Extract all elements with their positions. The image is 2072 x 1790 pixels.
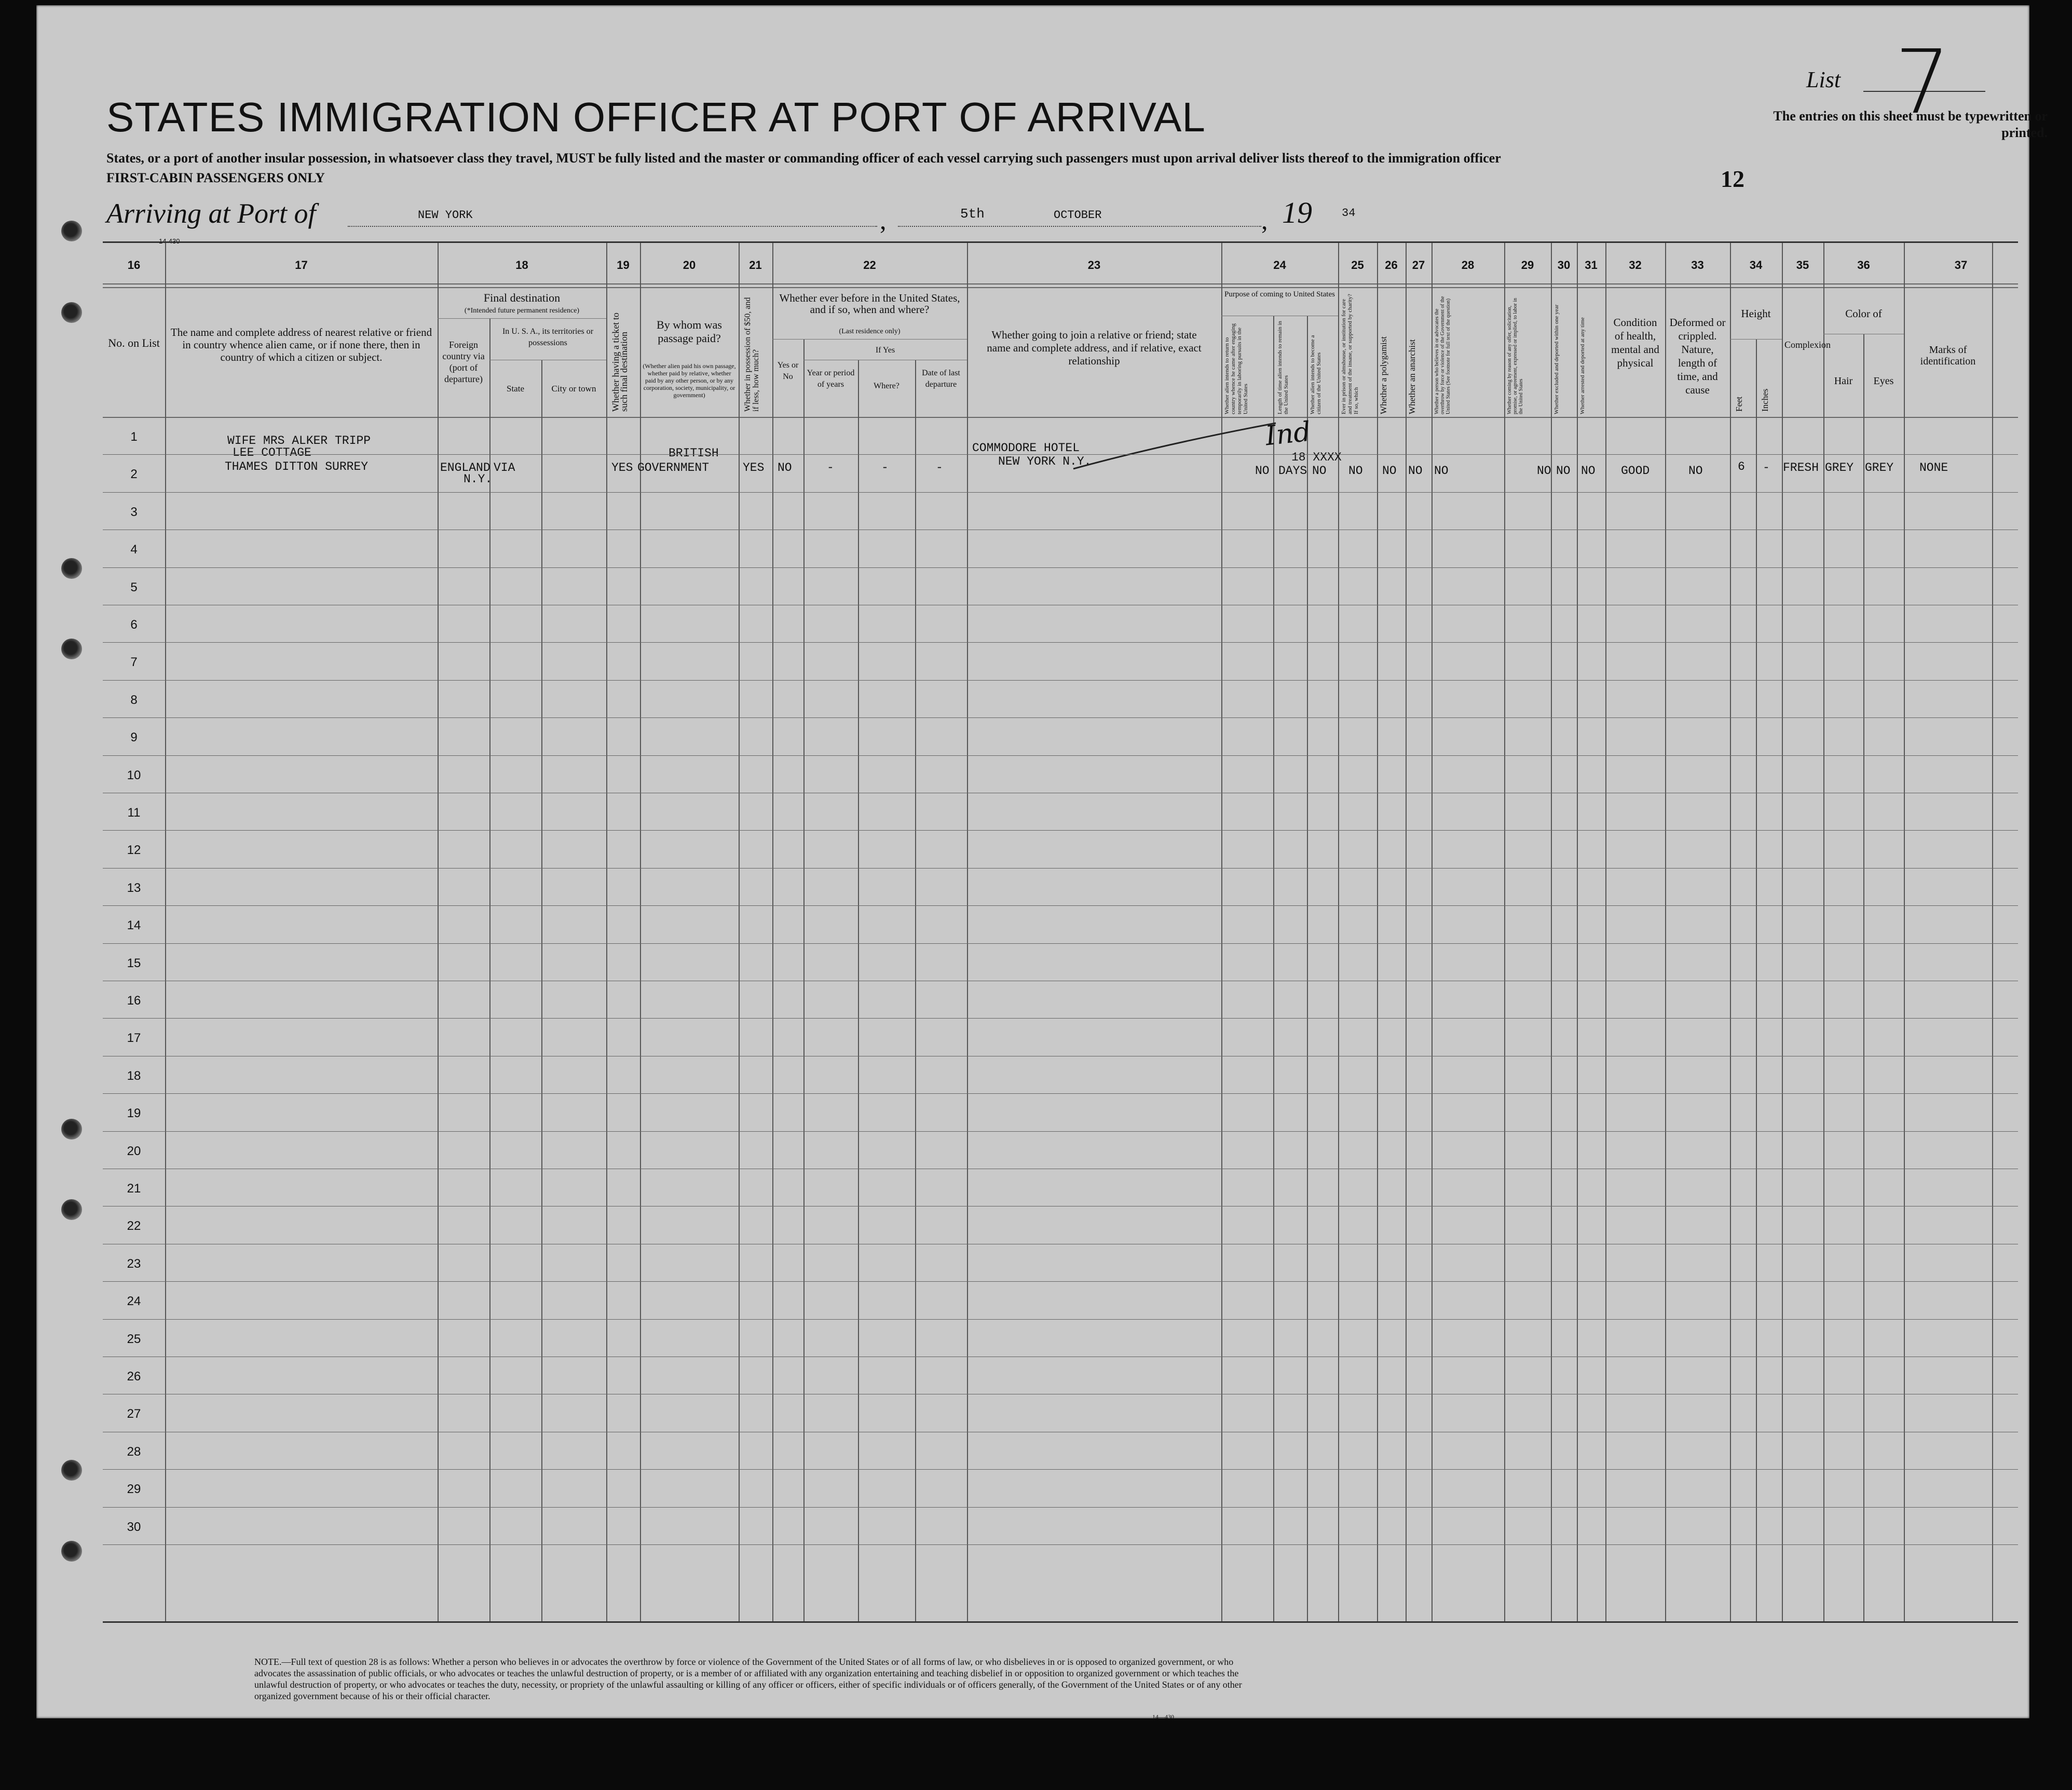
passenger-class: FIRST-CABIN PASSENGERS ONLY	[106, 170, 325, 185]
row-number: 3	[130, 505, 138, 519]
row-line	[103, 1131, 2018, 1132]
form-code: 14-430	[159, 237, 180, 245]
header-q29: Whether coming by reason of any offer, solicitation, promise, or agreement, expressed or implied, to labor in the United States	[1507, 297, 1524, 414]
row-number: 30	[127, 1520, 141, 1534]
col-17: 17	[295, 259, 308, 272]
header-city: City or town	[551, 384, 596, 394]
header-prison: Ever in prison or almshouse, or institution for care and treatment of the insane, or supported by charity? If so, which	[1341, 294, 1359, 414]
cell-passage-2: GOVERNMENT	[637, 461, 710, 474]
cell-possession: YES	[743, 461, 765, 474]
vline	[1338, 243, 1339, 1621]
comma-1: ,	[880, 206, 887, 235]
row-number: 17	[127, 1031, 141, 1046]
vline	[640, 243, 641, 1621]
row-number: 7	[130, 655, 138, 670]
manifest-sheet	[36, 5, 2048, 1720]
cell-inches: -	[1763, 461, 1770, 474]
row-number: 5	[130, 580, 138, 594]
row-number: 12	[127, 843, 141, 858]
col-33: 33	[1691, 259, 1704, 272]
vline	[1406, 243, 1407, 1621]
row-line	[103, 642, 2018, 643]
vline	[803, 339, 805, 1621]
col-25: 25	[1351, 259, 1364, 272]
row-number: 13	[127, 880, 141, 895]
row-number: 29	[127, 1482, 141, 1497]
vline	[438, 243, 439, 1621]
header-color-of: Color of	[1845, 307, 1882, 320]
vline	[967, 243, 968, 1621]
col-23: 23	[1087, 259, 1101, 272]
header-state: State	[507, 384, 524, 394]
header-marks: Marks of identification	[1920, 344, 1976, 367]
row-number: 10	[127, 768, 141, 782]
row-number: 15	[127, 956, 141, 970]
list-label: List	[1806, 67, 1841, 92]
row-number: 16	[127, 994, 141, 1008]
binding-hole	[61, 558, 82, 579]
sub-line	[772, 339, 967, 340]
col-21: 21	[749, 259, 762, 272]
row-number: 2	[130, 467, 138, 482]
header-passage-sub: (Whether alien paid his own passage, whether paid by relative, whether paid by any other person, or by any corporation, society, municipality, or government)	[643, 362, 736, 399]
header-anarchist: Whether an anarchist	[1407, 339, 1417, 414]
sub-line	[1730, 339, 1782, 340]
cell-before-yes-no: NO	[778, 461, 792, 474]
cell-before-where: -	[881, 461, 889, 474]
date-line	[898, 226, 1261, 227]
cell-joining-2: NEW YORK N.Y.	[998, 455, 1092, 468]
row-line	[103, 1319, 2018, 1320]
cell-deformed: NO	[1688, 464, 1703, 478]
cell-purpose-length: DAYS	[1278, 464, 1307, 478]
vline	[1377, 243, 1378, 1621]
header-if-yes: If Yes	[875, 346, 895, 355]
intro-text: States, or a port of another insular possession, in whatsoever class they travel, MUST be fully listed and the master or commanding officer of each vessel carrying such passengers must upon arrival deliver lists thereof to the immigration officer	[106, 151, 1501, 166]
vline	[1307, 316, 1308, 1621]
cell-relative-1: WIFE MRS ALKER TRIPP	[227, 434, 371, 448]
arriving-label: Arriving at Port of	[106, 198, 316, 229]
month-value: OCTOBER	[1054, 209, 1102, 222]
col-31: 31	[1585, 259, 1598, 272]
header-ticket: Whether having a ticket to such final destination	[610, 313, 629, 412]
row-number: 28	[127, 1444, 141, 1459]
binding-hole	[61, 221, 82, 241]
header-date-departure: Date of last departure	[922, 369, 960, 389]
page-title: STATES IMMIGRATION OFFICER AT PORT OF ARRIVAL	[106, 94, 1206, 140]
row-line	[103, 830, 2018, 831]
header-q30: Whether excluded and deported within one year	[1553, 304, 1560, 414]
row-line	[103, 1093, 2018, 1094]
cell-purpose-note: Ind	[1264, 416, 1313, 452]
header-in-usa: In U. S. A., its territories or possessions	[502, 327, 594, 347]
cell-marks: NONE	[1919, 461, 1948, 474]
row-line	[103, 1507, 2018, 1508]
header-possession: Whether in possession of $50, and if less, how much?	[743, 297, 760, 412]
cell-purpose-return: NO	[1255, 464, 1270, 478]
header-eyes: Eyes	[1873, 375, 1894, 387]
row-line	[103, 905, 2018, 906]
row-line	[103, 1018, 2018, 1019]
binding-hole	[61, 1460, 82, 1481]
cell-purpose-citizen: NO	[1312, 464, 1327, 478]
row-number: 21	[127, 1182, 141, 1196]
col-19: 19	[617, 259, 630, 272]
port-line	[348, 226, 877, 227]
header-yes-no: Yes or No	[777, 361, 799, 381]
col-18: 18	[515, 259, 528, 272]
binding-hole	[61, 1541, 82, 1562]
cell-polygamist: NO	[1382, 464, 1397, 478]
vline	[1432, 243, 1433, 1621]
comma-2: ,	[1261, 206, 1268, 235]
row-number: 19	[127, 1106, 141, 1121]
col-27: 27	[1412, 259, 1425, 272]
header-inches: Inches	[1760, 388, 1770, 412]
header-health: Condition of health, mental and physical	[1611, 316, 1659, 369]
row-number: 25	[127, 1332, 141, 1346]
vline	[1273, 316, 1274, 1621]
col-34: 34	[1749, 259, 1763, 272]
cell-q30: NO	[1556, 464, 1571, 478]
day-value: 5th	[960, 206, 985, 222]
header-q31: Whether arrested and deported at any time	[1579, 317, 1586, 414]
cell-relative-2: LEE COTTAGE	[233, 446, 311, 459]
row-line	[103, 1544, 2018, 1545]
header-deformed: Deformed or crippled. Nature, length of time, and cause	[1669, 316, 1726, 396]
row-line	[103, 680, 2018, 681]
year-prefix: 19	[1282, 196, 1312, 229]
cell-state: VIA	[494, 461, 515, 474]
row-line	[103, 492, 2018, 493]
vline	[1551, 243, 1552, 1621]
vline	[606, 243, 607, 1621]
binding-hole	[61, 639, 82, 659]
vline	[1504, 243, 1505, 1621]
cell-joining-1: COMMODORE HOTEL	[972, 441, 1080, 455]
row-line	[103, 1469, 2018, 1470]
header-purpose: Purpose of coming to United States	[1224, 290, 1335, 299]
entries-note: The entries on this sheet must be typewritten or printed.	[1773, 109, 2048, 140]
cell-before-year: -	[827, 461, 834, 474]
col-16: 16	[127, 259, 141, 272]
row-number: 4	[130, 543, 138, 557]
row-line	[103, 868, 2018, 869]
header-year-period: Year or period of years	[807, 369, 855, 389]
col-36: 36	[1857, 259, 1870, 272]
cell-foreign: ENGLAND	[440, 461, 490, 474]
col-24: 24	[1273, 259, 1286, 272]
port-value: NEW YORK	[418, 209, 473, 222]
cell-q29: NO	[1537, 464, 1551, 478]
row-number: 1	[130, 430, 138, 444]
header-complexion: Complexion	[1784, 340, 1831, 350]
row-line	[103, 567, 2018, 568]
row-number: 22	[127, 1219, 141, 1233]
header-passage: By whom was passage paid?	[657, 318, 722, 345]
vline	[772, 243, 773, 1621]
row-line	[103, 943, 2018, 944]
header-q28: Whether a person who believes in or advocates the overthrow by force or violence of the Government of the United States (See footnote for full text of the question)	[1434, 296, 1451, 414]
header-relative: The name and complete address of nearest relative or friend in country whence alien came, or if none there, then in country of which a citizen or subject.	[170, 326, 432, 363]
col-29: 29	[1521, 259, 1534, 272]
row-number: 18	[127, 1068, 141, 1083]
header-foreign-country: Foreign country via (port of departure)	[442, 340, 485, 384]
cell-purpose-time: 18 XXXX	[1291, 451, 1342, 464]
col-20: 20	[683, 259, 696, 272]
cell-q28: NO	[1434, 464, 1449, 478]
vline	[1863, 334, 1864, 1621]
passenger-table	[103, 241, 2018, 1623]
header-hair: Hair	[1834, 375, 1853, 387]
stamp-number: 12	[1721, 166, 1744, 192]
cell-foreign-via: N.Y.	[464, 472, 493, 486]
cell-hair: GREY	[1825, 461, 1854, 474]
header-purpose-b: Length of time alien intends to remain in the United States	[1277, 321, 1289, 414]
cell-ticket: YES	[611, 461, 633, 474]
row-number: 27	[127, 1407, 141, 1421]
vline	[1823, 243, 1824, 1621]
vline	[1904, 243, 1905, 1621]
row-number: 20	[127, 1144, 141, 1158]
col-32: 32	[1629, 259, 1642, 272]
row-number: 26	[127, 1369, 141, 1384]
binding-hole	[61, 302, 82, 323]
vline	[489, 318, 490, 1621]
header-feet: Feet	[1734, 396, 1744, 412]
row-number: 24	[127, 1294, 141, 1309]
cell-anarchist: NO	[1408, 464, 1423, 478]
vline	[1730, 243, 1731, 1621]
cell-eyes: GREY	[1865, 461, 1894, 474]
col-30: 30	[1557, 259, 1571, 272]
list-number: 7	[1894, 31, 1951, 134]
header-final-destination-sub: (*Intended future permanent residence)	[464, 307, 580, 315]
col-28: 28	[1461, 259, 1475, 272]
header-polygamist: Whether a polygamist	[1379, 336, 1388, 414]
cell-q31: NO	[1581, 464, 1596, 478]
binding-hole	[61, 1199, 82, 1220]
header-where: Where?	[874, 382, 899, 390]
header-height: Height	[1741, 307, 1771, 320]
footer-code: 14—430	[1152, 1713, 1174, 1720]
row-line	[103, 1281, 2018, 1282]
row-number: 9	[130, 730, 138, 745]
vline	[1992, 243, 1993, 1621]
header-ever-before: Whether ever before in the United States, and if so, when and where?	[779, 292, 960, 316]
header-purpose-c: Whether alien intends to become a citizen of the United States	[1310, 335, 1322, 414]
row-line	[103, 717, 2018, 718]
cell-health: GOOD	[1621, 464, 1650, 478]
row-number: 14	[127, 918, 141, 933]
binding-hole	[61, 1119, 82, 1140]
header-joining: Whether going to join a relative or friend; state name and complete address, and if relative, exact relationship	[987, 329, 1202, 367]
vline	[1782, 243, 1783, 1621]
row-number: 8	[130, 693, 138, 707]
footnote: NOTE.—Full text of question 28 is as follows: Whether a person who believes in or advocates the overthrow by force or violence of the Government of the United States or of all forms of law, or who disbelieves in or is opposed to organized government, or who advocates the assassination of public officials, or who advocates or teaches the unlawful destruction of property, or is a member of or affiliated with any organization entertaining and teaching disbelief in or opposition to organized government or which teaches the unlawful destruction of property, or who advocates or teaches the duty, necessity, or propriety of the unlawful assaulting or killing of any officer or officers, either of specific individuals or of officers generally, of the Government of the United States or of any other organized government because of his or their official character.	[254, 1657, 1242, 1701]
col-26: 26	[1385, 259, 1398, 272]
year-suffix: 34	[1342, 207, 1356, 220]
col-35: 35	[1796, 259, 1809, 272]
header-purpose-a: Whether alien intends to return to country whence he came after engaging temporarily in laboring pursuits in the United States	[1224, 323, 1249, 414]
vline	[739, 243, 740, 1621]
row-number: 6	[130, 618, 138, 632]
cell-relative-3: THAMES DITTON SURREY	[225, 460, 369, 473]
row-number: 23	[127, 1256, 141, 1271]
header-no-on-list: No. on List	[108, 336, 160, 349]
vline	[165, 243, 166, 1621]
cell-complexion: FRESH	[1783, 461, 1819, 474]
row-line	[103, 755, 2018, 756]
header-final-destination: Final destination	[483, 291, 561, 304]
cell-prison: NO	[1348, 464, 1363, 478]
cell-before-date: -	[936, 461, 943, 474]
vline	[1577, 243, 1578, 1621]
sub-line	[438, 318, 606, 319]
header-last-residence: (Last residence only)	[839, 328, 901, 335]
row-number: 11	[127, 806, 141, 820]
cell-passage-1: BRITISH	[669, 446, 719, 460]
row-line	[103, 454, 2018, 455]
cell-feet: 6	[1738, 460, 1745, 473]
col-37: 37	[1954, 259, 1968, 272]
vline	[1756, 339, 1757, 1621]
vline	[1665, 243, 1666, 1621]
col-22: 22	[863, 259, 876, 272]
vline	[1605, 243, 1606, 1621]
